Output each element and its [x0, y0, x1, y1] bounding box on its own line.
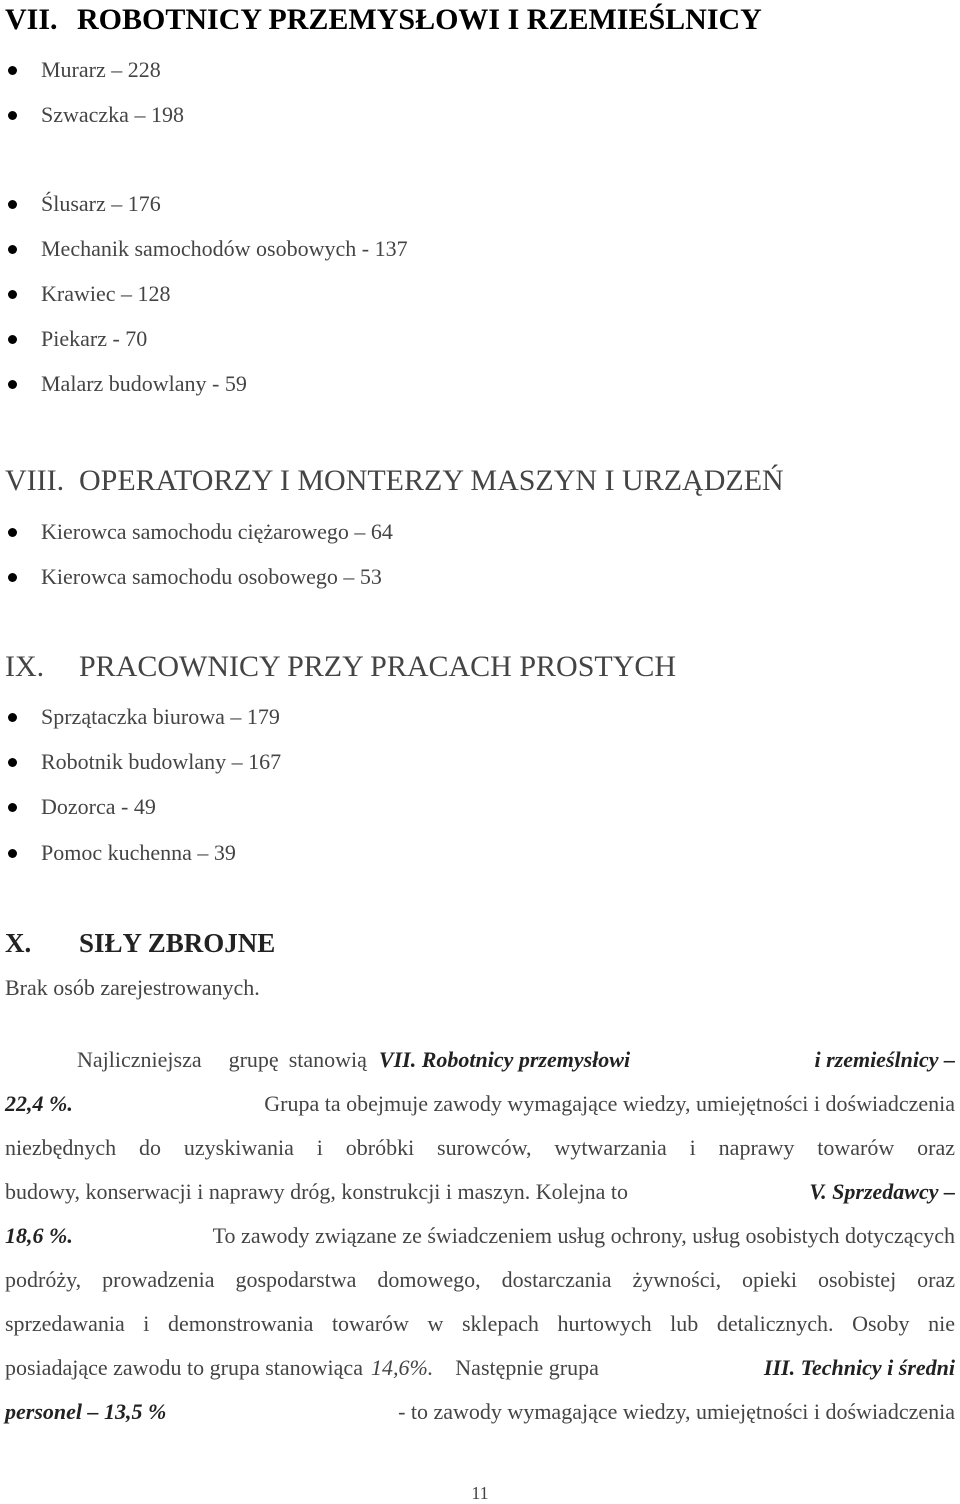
- text-run: Następnie grupa: [455, 1355, 599, 1380]
- text-run: 18,6 %.: [5, 1223, 73, 1248]
- text-run: personel – 13,5 %: [5, 1399, 167, 1424]
- text-run: grupę: [228, 1047, 279, 1072]
- list-item-text: Kierowca samochodu osobowego – 53: [41, 564, 382, 589]
- text-run: i rzemieślnicy –: [814, 1047, 955, 1072]
- list-item: [0, 562, 960, 592]
- section-title: OPERATORZY I MONTERZY MASZYN I URZĄDZEŃ: [79, 464, 784, 497]
- list-item: [0, 234, 960, 264]
- section-number: IX.: [5, 650, 45, 683]
- section-heading-viii: [5, 463, 784, 499]
- text-run: 22,4 %.: [5, 1091, 73, 1116]
- paragraph-line: [5, 1221, 955, 1265]
- text-run: posiadające zawodu to grupa stanowiąca: [5, 1355, 363, 1380]
- text-run: sprzedawania i demonstrowania towarów w sklepach hurtowych lub detalicznych. Osoby nie: [5, 1311, 955, 1336]
- section-note: Brak osób zarejestrowanych.: [5, 975, 260, 1000]
- text-run: 14,6%.: [370, 1355, 434, 1380]
- paragraph-line: [5, 1265, 955, 1309]
- text-run: budowy, konserwacji i naprawy dróg, konstrukcji i maszyn. Kolejna to: [5, 1179, 628, 1204]
- list-item: [0, 369, 960, 399]
- section-title: ROBOTNICY PRZEMYSŁOWI I RZEMIEŚLNICY: [77, 3, 762, 36]
- text-run: Najliczniejsza: [77, 1047, 202, 1072]
- bullet-icon: [8, 200, 17, 209]
- list-item-text: Ślusarz – 176: [41, 191, 161, 216]
- list-item-text: Mechanik samochodów osobowych - 137: [41, 236, 408, 261]
- bullet-icon: [8, 849, 17, 858]
- paragraph-line: [5, 1133, 955, 1177]
- section-number: VIII.: [5, 464, 65, 497]
- paragraph-line: [5, 1397, 955, 1441]
- bullet-icon: [8, 573, 17, 582]
- list-item: [0, 838, 960, 868]
- list-item: [0, 747, 960, 777]
- section-number: X.: [5, 928, 32, 958]
- bullet-icon: [8, 758, 17, 767]
- list-item-text: Robotnik budowlany – 167: [41, 749, 282, 774]
- text-run: VII. Robotnicy przemysłowi: [378, 1047, 631, 1072]
- list-item: [0, 55, 960, 85]
- list-item-text: Pomoc kuchenna – 39: [41, 840, 236, 865]
- list-item-text: Sprzątaczka biurowa – 179: [41, 704, 280, 729]
- text-run: Grupa ta obejmuje zawody wymagające wiedzy, umiejętności i doświadczenia: [264, 1091, 955, 1116]
- list-item: [0, 324, 960, 354]
- bullet-icon: [8, 380, 17, 389]
- paragraph-line: [5, 1309, 955, 1353]
- paragraph-line: [5, 1045, 955, 1089]
- list-item-text: Murarz – 228: [41, 57, 161, 82]
- text-run: podróży, prowadzenia gospodarstwa domowego, dostarczania żywności, opieki osobistej oraz: [5, 1267, 955, 1292]
- paragraph-line: [5, 1177, 955, 1221]
- page-number: 11: [471, 1483, 489, 1503]
- bullet-icon: [8, 66, 17, 75]
- bullet-icon: [8, 111, 17, 120]
- paragraph-line: [5, 1089, 955, 1133]
- list-item: [0, 702, 960, 732]
- section-number: VII.: [5, 3, 58, 36]
- bullet-icon: [8, 335, 17, 344]
- text-run: III. Technicy i średni: [763, 1355, 955, 1380]
- section-title: PRACOWNICY PRZY PRACACH PROSTYCH: [79, 650, 677, 683]
- list-item-text: Dozorca - 49: [41, 794, 156, 819]
- list-item: [0, 189, 960, 219]
- text-run: stanowią: [288, 1047, 367, 1072]
- bullet-icon: [8, 713, 17, 722]
- list-item: [0, 517, 960, 547]
- list-item-text: Kierowca samochodu ciężarowego – 64: [41, 519, 393, 544]
- summary-paragraph: [5, 1045, 955, 1441]
- section-title: SIŁY ZBROJNE: [79, 928, 276, 958]
- bullet-icon: [8, 245, 17, 254]
- text-run: V. Sprzedawcy –: [809, 1179, 955, 1204]
- list-item-text: Szwaczka – 198: [41, 102, 184, 127]
- text-run: To zawody związane ze świadczeniem usług ochrony, usług osobistych dotyczących: [212, 1223, 955, 1248]
- text-run: niezbędnych do uzyskiwania i obróbki surowców, wytwarzania i naprawy towarów oraz: [5, 1135, 955, 1160]
- list-item-text: Krawiec – 128: [41, 281, 171, 306]
- bullet-icon: [8, 528, 17, 537]
- bullet-icon: [8, 290, 17, 299]
- list-item-text: Malarz budowlany - 59: [41, 371, 247, 396]
- list-item-text: Piekarz - 70: [41, 326, 148, 351]
- list-item: [0, 279, 960, 309]
- bullet-icon: [8, 803, 17, 812]
- list-item: [0, 100, 960, 130]
- section-heading-vii: [5, 2, 762, 38]
- section-heading-x: [5, 925, 275, 961]
- text-run: - to zawody wymagające wiedzy, umiejętności i doświadczenia: [398, 1399, 955, 1424]
- paragraph-line: [5, 1353, 955, 1397]
- list-item: [0, 792, 960, 822]
- section-heading-ix: [5, 649, 676, 685]
